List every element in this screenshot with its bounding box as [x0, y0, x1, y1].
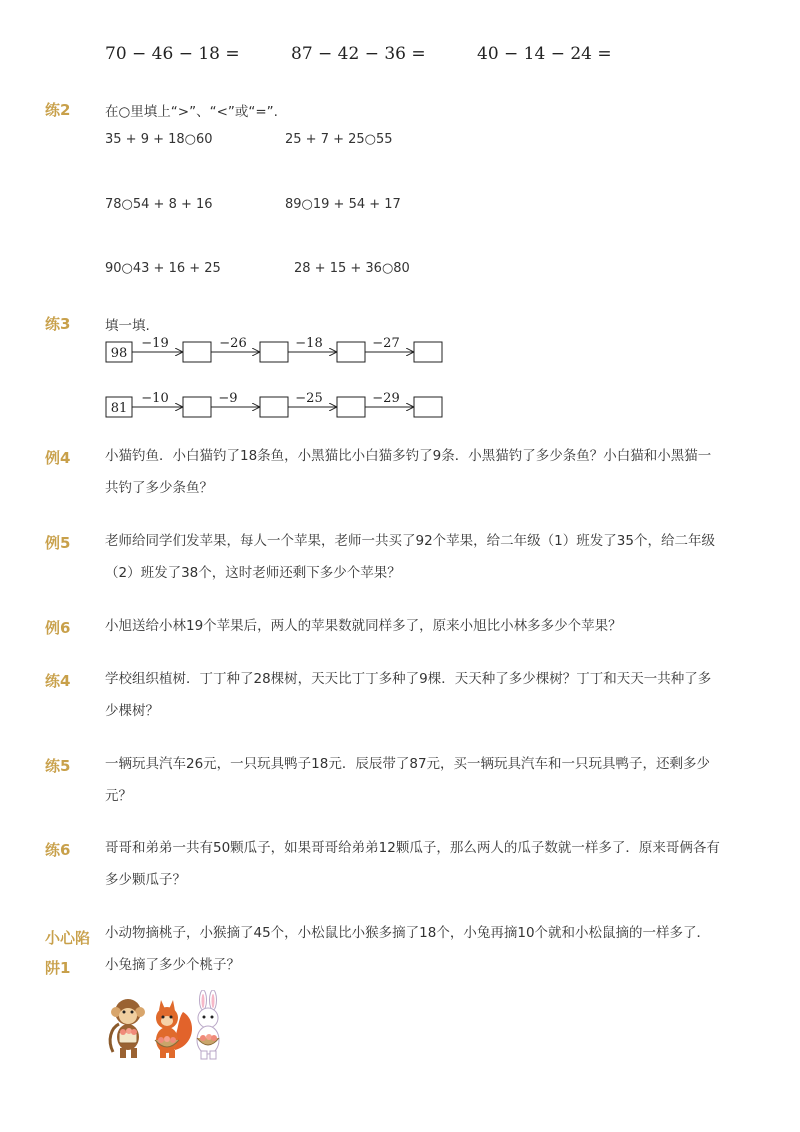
operation-label: −25	[295, 391, 323, 406]
compare-item: 90○43 + 16 + 25	[105, 261, 221, 276]
operation-label: −9	[218, 391, 238, 406]
start-number: 98	[110, 346, 128, 361]
animals-illustration	[105, 990, 230, 1065]
problem-text: 小动物摘桃子，小猴摘了45个，小松鼠比小猴多摘了18个，小兔再摘10个就和小松鼠摘的一样多了．小兔摘了多少个桃子？	[105, 925, 711, 973]
problem-text: 小旭送给小林19个苹果后，两人的苹果数就同样多了，原来小旭比小林多多少个苹果？	[105, 618, 622, 634]
problem-label: 练6	[45, 841, 71, 859]
operation-label: −29	[372, 391, 400, 406]
subtraction-chains	[0, 330, 800, 430]
top-expression-3: 40 − 14 − 24 =	[477, 44, 612, 64]
rabbit-icon	[197, 990, 219, 1059]
operation-label: −18	[295, 336, 323, 351]
compare-item: 25 + 7 + 25○55	[285, 132, 393, 147]
problem-label: 例6	[45, 619, 71, 637]
exercise-instruction: 在○里填上“>”、“<”或“=”.	[105, 104, 278, 120]
problem-text: 小猫钓鱼．小白猫钓了18条鱼，小黑猫比小白猫多钓了9条．小黑猫钓了多少条鱼？小白猫和小黑猫一共钓了多少条鱼？	[105, 448, 712, 496]
operation-label: −10	[141, 391, 169, 406]
exercise-instruction: 填一填.	[105, 318, 150, 334]
answer-box[interactable]	[183, 397, 211, 417]
compare-item: 28 + 15 + 36○80	[294, 261, 410, 276]
top-expression-2: 87 − 42 − 36 =	[291, 44, 426, 64]
exercise-label: 练2	[45, 101, 71, 119]
operation-label: −19	[141, 336, 169, 351]
operation-label: −27	[372, 336, 400, 351]
compare-item: 35 + 9 + 18○60	[105, 132, 213, 147]
squirrel-icon	[155, 1000, 192, 1058]
start-number: 81	[110, 401, 128, 416]
answer-box[interactable]	[260, 342, 288, 362]
problem-text: 一辆玩具汽车26元，一只玩具鸭子18元．辰辰带了87元，买一辆玩具汽车和一只玩具鸭子，还剩多少元？	[105, 756, 711, 804]
problem-label: 小心陷阱1	[45, 929, 91, 977]
problem-label: 练5	[45, 757, 71, 775]
top-expression-1: 70 − 46 − 18 =	[105, 44, 240, 64]
exercise-label: 练3	[45, 315, 71, 333]
problem-label: 练4	[45, 672, 71, 690]
answer-box[interactable]	[414, 397, 442, 417]
problem-text: 学校组织植树．丁丁种了28棵树，天天比丁丁多种了9棵．天天种了多少棵树？丁丁和天天一共种了多少棵树？	[105, 671, 712, 719]
problem-label: 例5	[45, 534, 71, 552]
compare-item: 89○19 + 54 + 17	[285, 197, 401, 212]
answer-box[interactable]	[337, 397, 365, 417]
problem-label: 例4	[45, 449, 71, 467]
answer-box[interactable]	[414, 342, 442, 362]
compare-item: 78○54 + 8 + 16	[105, 197, 213, 212]
problem-text: 老师给同学们发苹果，每人一个苹果，老师一共买了92个苹果，给二年级（1）班发了35个，给二年级（2）班发了38个，这时老师还剩下多少个苹果？	[105, 533, 715, 581]
monkey-icon	[110, 999, 145, 1058]
chain-row	[106, 391, 442, 417]
answer-box[interactable]	[260, 397, 288, 417]
problem-text: 哥哥和弟弟一共有50颗瓜子，如果哥哥给弟弟12颗瓜子，那么两人的瓜子数就一样多了．原来哥俩各有多少颗瓜子？	[105, 840, 720, 888]
answer-box[interactable]	[183, 342, 211, 362]
answer-box[interactable]	[337, 342, 365, 362]
chain-row	[106, 336, 442, 362]
operation-label: −26	[219, 336, 247, 351]
